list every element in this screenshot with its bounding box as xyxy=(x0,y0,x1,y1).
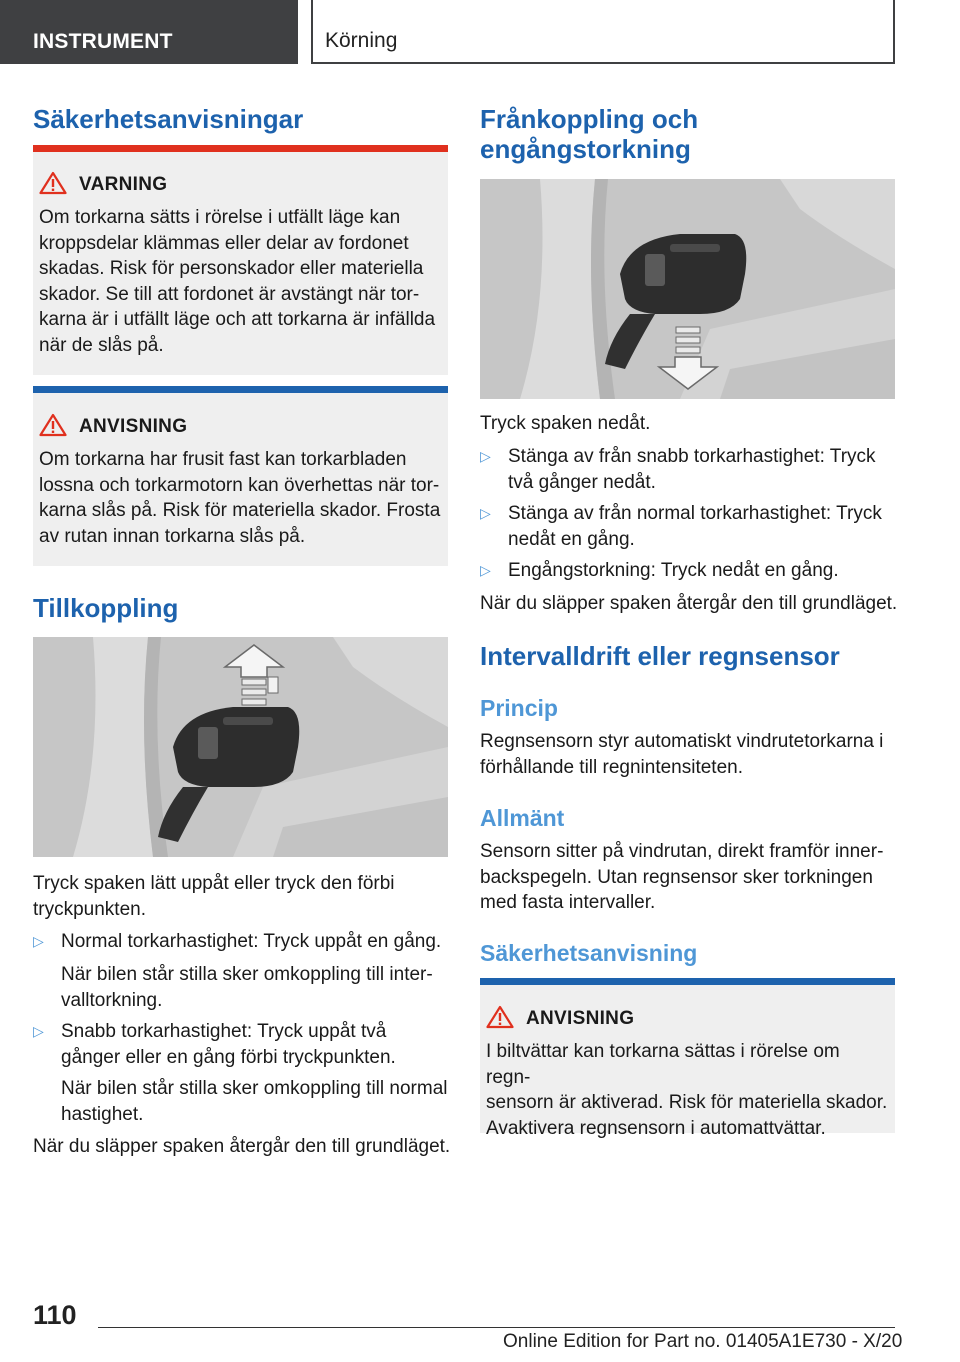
page-number: 110 xyxy=(33,1300,77,1330)
warning-line: skador. Se till att fordonet är avstängt när tor- xyxy=(39,283,420,305)
triangle-right-icon: ▷ xyxy=(480,505,491,521)
triangle-right-icon: ▷ xyxy=(480,448,491,464)
heading-switch-on: Tillkoppling xyxy=(33,593,179,623)
notice-label: ANVISNING xyxy=(526,1008,635,1029)
text-line: valltorkning. xyxy=(61,989,163,1011)
paragraph-push-down: Tryck spaken nedåt. xyxy=(480,413,651,434)
text-line: Regnsensorn styr automatiskt vindrutetorkarna i xyxy=(480,731,884,752)
header-subsection-label: Körning xyxy=(325,29,398,52)
lever-down-illustration xyxy=(480,179,895,399)
warning-line: kroppsdelar klämmas eller delar av fordonet xyxy=(39,232,409,254)
heading-switch-off xyxy=(480,104,698,164)
lever-up-illustration xyxy=(33,637,448,857)
text-line: nedåt en gång. xyxy=(508,528,635,550)
footer-divider xyxy=(98,1327,895,1328)
warning-line: skadas. Risk för personskador eller materiella xyxy=(39,258,424,279)
warning-text xyxy=(39,205,442,358)
heading-interval-rain-sensor: Intervalldrift eller regnsensor xyxy=(480,641,840,671)
notice-line: I biltvättar kan torkarna sättas i rörelse om regn- xyxy=(486,1041,840,1088)
text-line: gånger eller en gång förbi tryckpunkten. xyxy=(61,1046,396,1068)
notice-line: av rutan innan torkarna slås på. xyxy=(39,525,306,547)
illustration-lever-up xyxy=(33,637,448,857)
notice-text xyxy=(486,1039,889,1141)
text-line: Stänga av från snabb torkarhastighet: Tryck xyxy=(508,446,876,467)
notice-line: Om torkarna har frusit fast kan torkarbladen xyxy=(39,449,407,470)
text-line: När bilen står stilla sker omkoppling till inter- xyxy=(61,964,433,985)
text-line: hastighet. xyxy=(61,1103,144,1125)
text-line: Stänga av från normal torkarhastighet: Tryck xyxy=(508,503,882,524)
text-line: backspegeln. Utan regnsensor sker torkningen xyxy=(480,866,873,888)
triangle-right-icon: ▷ xyxy=(480,562,491,578)
subheading-principle: Princip xyxy=(480,695,558,721)
warning-triangle-icon xyxy=(39,413,67,437)
notice-line: karna slås på. Risk för materiella skador. Frosta xyxy=(39,500,441,521)
notice-label: ANVISNING xyxy=(79,416,188,437)
list-item-text xyxy=(508,501,898,552)
header-section-tab xyxy=(0,0,298,64)
triangle-right-icon: ▷ xyxy=(33,933,44,949)
paragraph-principle xyxy=(480,729,900,780)
warning-triangle-icon xyxy=(39,171,67,195)
heading-line: engångstorkning xyxy=(480,134,691,164)
warning-box xyxy=(33,145,448,375)
warning-line: Om torkarna sätts i rörelse i utfällt läge kan xyxy=(39,207,401,228)
list-item-note xyxy=(61,962,451,1013)
paragraph-general xyxy=(480,839,900,916)
text-line: tryckpunkten. xyxy=(33,898,146,920)
list-item-note xyxy=(61,1076,451,1127)
text-line: med fasta intervaller. xyxy=(480,892,656,913)
heading-safety: Säkerhetsanvisningar xyxy=(33,104,304,134)
text-line: Snabb torkarhastighet: Tryck uppåt två xyxy=(61,1021,387,1042)
notice-bar xyxy=(33,386,448,393)
subheading-safety-single: Säkerhetsanvisning xyxy=(480,940,698,966)
list-item-text xyxy=(61,1019,451,1070)
subheading-general: Allmänt xyxy=(480,805,565,831)
text-line: Tryck spaken lätt uppåt eller tryck den förbi xyxy=(33,873,395,894)
notice-line: lossna och torkarmotorn kan överhettas när tor- xyxy=(39,474,440,496)
warning-label: VARNING xyxy=(79,174,168,195)
list-item-text xyxy=(508,444,898,495)
warning-line: när de slås på. xyxy=(39,334,164,356)
triangle-right-icon: ▷ xyxy=(33,1023,44,1039)
text-line: När bilen står stilla sker omkoppling till normal xyxy=(61,1078,448,1099)
header-section-label: INSTRUMENT xyxy=(33,30,173,53)
notice-line: Avaktivera regnsensorn i automattvättar. xyxy=(486,1117,826,1139)
paragraph-release-left: När du släpper spaken återgår den till grundläget. xyxy=(33,1136,451,1157)
footer-edition: Online Edition for Part no. 01405A1E730 - X/20 xyxy=(503,1331,903,1352)
notice-box xyxy=(33,386,448,566)
notice-box-right xyxy=(480,978,895,1139)
notice-bar xyxy=(480,978,895,985)
list-item-text: Engångstorkning: Tryck nedåt en gång. xyxy=(508,560,839,581)
header-subsection-tab xyxy=(311,0,895,64)
warning-triangle-icon xyxy=(486,1005,514,1029)
text-line: Sensorn sitter på vindrutan, direkt framför inner- xyxy=(480,841,884,862)
notice-line: sensorn är aktiverad. Risk för materiella skador. xyxy=(486,1092,888,1113)
notice-text xyxy=(39,447,442,549)
paragraph-switch-on-intro xyxy=(33,871,453,922)
text-line: två gånger nedåt. xyxy=(508,471,656,493)
warning-bar xyxy=(33,145,448,152)
paragraph-release-right: När du släpper spaken återgår den till grundläget. xyxy=(480,593,898,614)
heading-line: Frånkoppling och xyxy=(480,104,699,134)
list-item-text: Normal torkarhastighet: Tryck uppåt en gång. xyxy=(61,931,442,952)
warning-line: karna är i utfällt läge och att torkarna är infällda xyxy=(39,309,436,330)
text-line: förhållande till regnintensiteten. xyxy=(480,756,744,778)
illustration-lever-down xyxy=(480,179,895,399)
